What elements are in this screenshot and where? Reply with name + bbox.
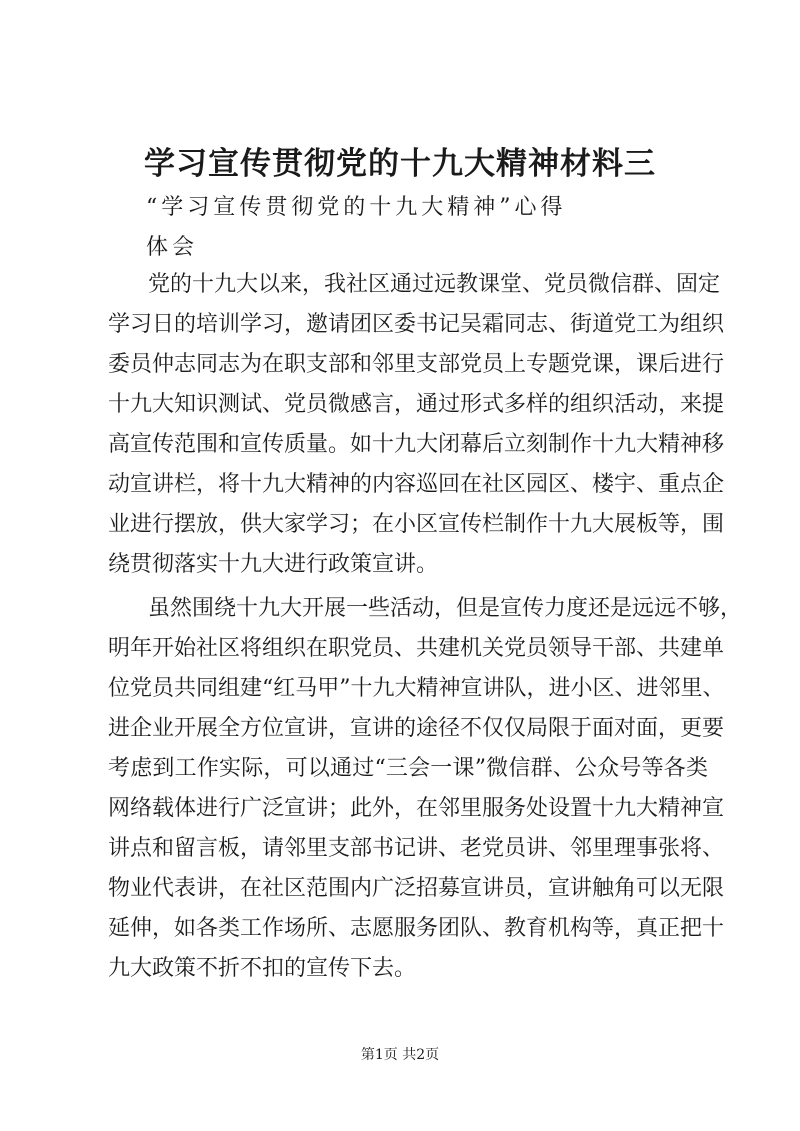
paragraph-line: 绕贯彻落实十九大进行政策宣讲。 xyxy=(108,552,439,577)
paragraph-line: 考虑到工作实际，可以通过“三会一课”微信群、公众号等各类 xyxy=(108,756,708,781)
paragraph-line: 虽然围绕十九大开展一些活动，但是宣传力度还是远远不够， xyxy=(148,596,743,621)
subtitle-line-1: “学习宣传贯彻党的十九大精神”心得 xyxy=(146,195,567,220)
paragraph-line: 讲点和留言板，请邻里支部书记讲、老党员讲、邻里理事张将、 xyxy=(108,836,725,861)
paragraph xyxy=(108,589,743,989)
paragraph-line: 明年开始社区将组织在职党员、共建机关党员领导干部、共建单 xyxy=(108,636,725,661)
paragraph-line: 学习日的培训学习，邀请团区委书记吴霜同志、街道党工为组织 xyxy=(108,312,725,337)
paragraph xyxy=(108,265,725,585)
paragraph-line: 进企业开展全方位宣讲，宣讲的途径不仅仅局限于面对面，更要 xyxy=(108,716,725,741)
paragraph-line: 网络载体进行广泛宣讲；此外，在邻里服务处设置十九大精神宣 xyxy=(108,796,725,821)
paragraph-line: 业进行摆放，供大家学习；在小区宣传栏制作十九大展板等，围 xyxy=(108,512,725,537)
subtitle-line-2: 体会 xyxy=(146,235,199,260)
paragraph-line: 高宣传范围和宣传质量。如十九大闭幕后立刻制作十九大精神移 xyxy=(108,432,725,457)
paragraph-line: 九大政策不折不扣的宣传下去。 xyxy=(108,956,417,981)
document-body xyxy=(108,265,743,993)
paragraph-line: 委员仲志同志为在职支部和邻里支部党员上专题党课，课后进行 xyxy=(108,352,725,377)
page-number: 第1页 共2页 xyxy=(360,1047,440,1063)
paragraph-line: 十九大知识测试、党员微感言，通过形式多样的组织活动，来提 xyxy=(108,392,725,417)
paragraph-line: 物业代表讲，在社区范围内广泛招募宣讲员，宣讲触角可以无限 xyxy=(108,876,725,901)
document-title: 学习宣传贯彻党的十九大精神材料三 xyxy=(144,146,656,182)
paragraph-line: 动宣讲栏，将十九大精神的内容巡回在社区园区、楼宇、重点企 xyxy=(108,472,725,497)
paragraph-line: 党的十九大以来，我社区通过远教课堂、党员微信群、固定 xyxy=(148,272,721,297)
paragraph-line: 延伸，如各类工作场所、志愿服务团队、教育机构等，真正把十 xyxy=(108,916,725,941)
paragraph-line: 位党员共同组建“红马甲”十九大精神宣讲队，进小区、进邻里、 xyxy=(108,676,725,701)
